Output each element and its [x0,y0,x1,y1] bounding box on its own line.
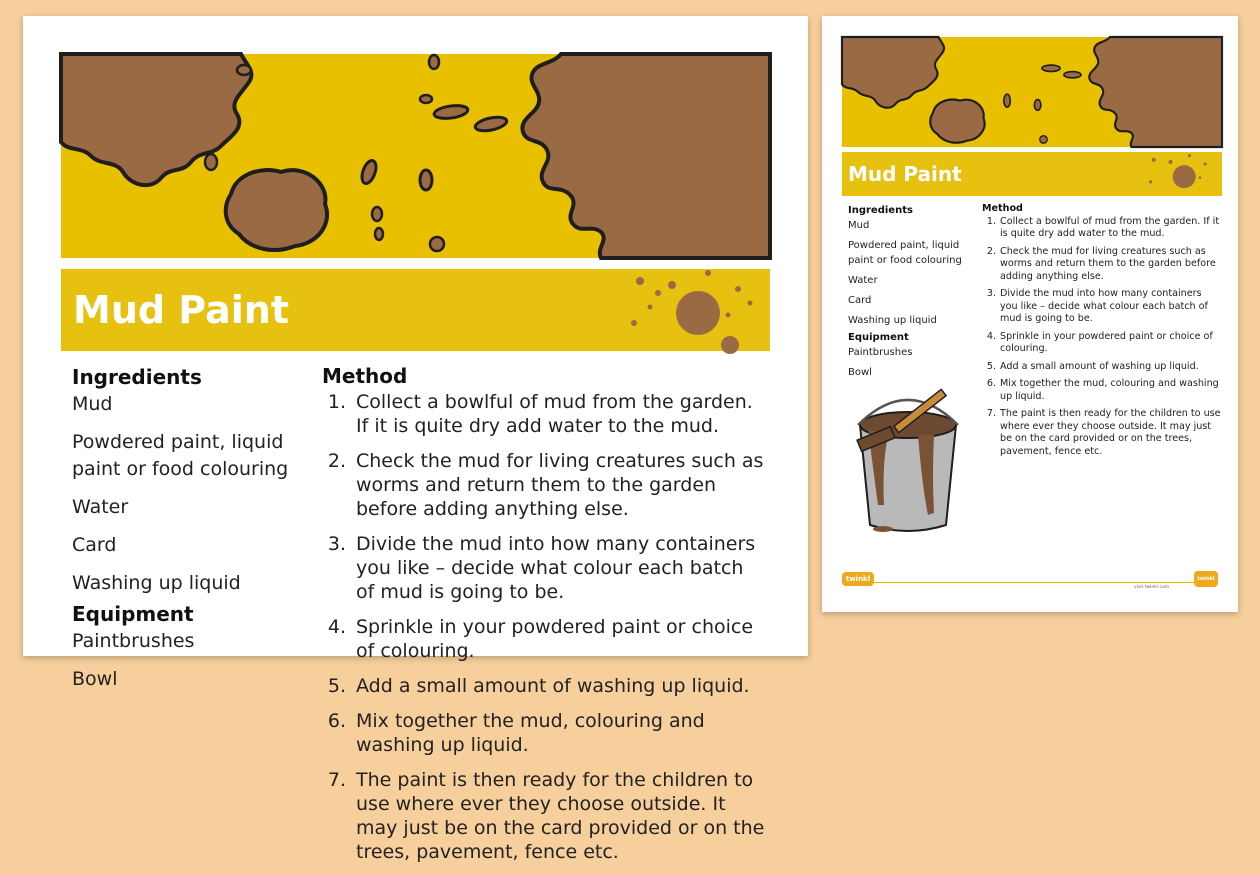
mud-splat-icon [610,263,770,353]
brand-badge: twinkl [842,572,874,586]
site-url: visit twinkl.com [1134,585,1170,590]
equipment-item: Paintbrushes [72,630,195,652]
step-number: 6. [327,710,346,732]
mud-splat-illustration [842,37,1222,147]
step-text: Add a small amount of washing up liquid. [1000,360,1199,372]
method-step [322,532,767,604]
step-text: The paint is then ready for the children to use where ever they choose outside. It may just be on the card provided or on the trees, pavement, fence etc. [1000,408,1221,457]
mud-splat-banner [842,37,1222,147]
mud-splat-icon [1138,150,1222,198]
method-step [322,449,767,521]
step-text: Add a small amount of washing up liquid. [356,675,750,697]
ingredient-item: Washing up liquid [848,315,937,326]
ingredient-item: Card [72,534,117,556]
title-bar [842,152,1222,196]
method-step [322,709,767,757]
step-number: 2. [986,245,996,257]
ingredient-item: Mud [72,393,113,415]
ingredients-column [72,364,302,704]
ingredients-heading: Ingredients [72,365,202,389]
step-text: The paint is then ready for the children to use where ever they choose outside. It may just be on the card provided or on the trees, pavement, fence etc. [356,769,765,863]
brand-badge-right: twinkl [1194,571,1218,587]
ingredient-item: Water [848,275,878,286]
ingredient-item: Water [72,496,129,518]
step-text: Check the mud for living creatures such as worms and return them to the garden before adding anything else. [1000,245,1216,282]
step-number: 7. [986,408,996,419]
step-number: 6. [986,378,996,389]
method-column [322,364,767,875]
mud-splat-illustration [61,54,770,258]
page-title: Mud Paint [73,288,290,332]
step-number: 4. [327,616,346,638]
resource-page-thumbnail [822,16,1238,612]
ingredient-item: Powdered paint, liquid paint or food colouring [848,240,962,266]
step-number: 3. [986,288,996,299]
step-number: 1. [986,215,996,227]
step-text: Divide the mud into how many containers you like – decide what colour each batch of mud is going to be. [1000,288,1208,324]
equipment-item: Bowl [848,367,872,378]
step-text: Collect a bowlful of mud from the garden. If it is quite dry add water to the mud. [1000,215,1220,239]
ingredients-heading: Ingredients [848,205,913,216]
method-step [982,246,1222,284]
step-number: 7. [327,769,346,791]
method-heading: Method [322,364,408,388]
step-number: 1. [327,391,346,413]
method-step [982,216,1222,241]
method-step [982,331,1222,356]
method-step [982,361,1222,374]
step-number: 2. [327,450,346,472]
method-step [982,378,1222,403]
method-step [322,615,767,663]
method-step [322,390,767,438]
step-text: Sprinkle in your powdered paint or choice of colouring. [1000,330,1213,354]
method-column [982,203,1222,463]
step-number: 5. [327,675,346,697]
title-bar [61,269,770,351]
equipment-item: Paintbrushes [848,347,913,358]
step-text: Mix together the mud, colouring and washing up liquid. [1000,378,1219,402]
ingredient-item: Powdered paint, liquid paint or food colouring [72,431,289,480]
equipment-heading: Equipment [848,332,909,343]
method-step [982,288,1222,326]
equipment-item: Bowl [72,668,118,690]
resource-page-large [23,16,808,863]
step-text: Mix together the mud, colouring and washing up liquid. [356,710,705,756]
ingredients-column [848,203,978,540]
method-step [982,408,1222,458]
mud-splat-banner [61,54,770,258]
ingredient-item: Mud [848,220,870,231]
step-text: Check the mud for living creatures such as worms and return them to the garden before adding anything else. [356,450,764,520]
step-text: Sprinkle in your powdered paint or choice of colouring. [356,616,754,662]
step-number: 4. [986,330,996,342]
ingredient-item: Washing up liquid [72,572,241,594]
page-title: Mud Paint [848,162,962,186]
method-heading: Method [982,203,1023,214]
method-step [322,674,767,698]
method-step [322,768,767,864]
ingredient-item: Card [848,295,872,306]
step-text: Collect a bowlful of mud from the garden. If it is quite dry add water to the mud. [356,391,753,437]
footer-divider [842,582,1218,583]
paint-bucket-illustration [848,385,968,535]
step-number: 5. [986,360,996,372]
equipment-heading: Equipment [72,602,194,626]
step-number: 3. [327,533,346,555]
step-text: Divide the mud into how many containers you like – decide what colour each batch of mud is going to be. [356,533,756,603]
